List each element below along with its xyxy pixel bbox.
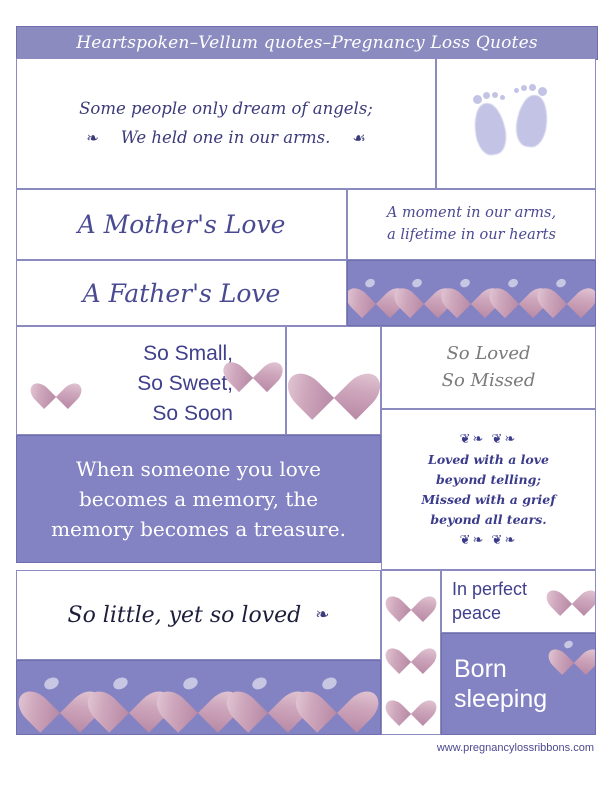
so-small-line-1: So Small, bbox=[143, 342, 233, 365]
hearts-column bbox=[382, 571, 440, 734]
heart-icon bbox=[404, 275, 444, 311]
so-small-line-3: So Soon bbox=[152, 401, 233, 425]
quote-card-memory-treasure bbox=[16, 435, 381, 563]
heart-icon bbox=[394, 585, 428, 616]
quote-card-born-sleeping bbox=[441, 633, 596, 735]
page-title-bar bbox=[16, 26, 598, 60]
heart-icon bbox=[394, 689, 428, 720]
quote-card-fathers-love bbox=[16, 260, 347, 326]
toe-icon bbox=[492, 92, 498, 98]
hearts-row bbox=[348, 261, 595, 325]
footprint-left-icon bbox=[471, 100, 510, 156]
in-perfect-inner bbox=[442, 571, 595, 632]
moment-quote-text bbox=[387, 203, 556, 247]
memory-line-2: becomes a memory, the bbox=[78, 487, 319, 511]
heart-icon bbox=[240, 673, 296, 723]
heart-icon bbox=[356, 275, 396, 311]
heart-icon bbox=[555, 579, 589, 610]
memory-text bbox=[37, 454, 360, 544]
toe-icon bbox=[500, 95, 505, 100]
heart-icon bbox=[39, 372, 73, 403]
toe-icon bbox=[473, 95, 482, 104]
in-perfect-line-2: peace bbox=[452, 602, 502, 623]
born-sleeping-line-1: Born bbox=[454, 655, 507, 683]
heart-icon bbox=[499, 275, 539, 311]
heart-icon bbox=[32, 673, 88, 723]
heart-icon bbox=[101, 673, 157, 723]
so-small-inner bbox=[17, 327, 285, 434]
so-small-line-2: So Sweet, bbox=[137, 371, 233, 395]
ornament-right-icon: ☙ bbox=[352, 128, 366, 147]
born-sleeping-text bbox=[442, 654, 547, 714]
heart-icon bbox=[170, 673, 226, 723]
quote-card-mothers-love bbox=[16, 189, 347, 260]
ornament-left-icon: ❧ bbox=[315, 605, 330, 625]
heart-icon bbox=[303, 353, 365, 409]
loved-with-line-1: Loved with a love bbox=[428, 451, 549, 467]
so-little-row bbox=[68, 603, 330, 628]
hearts-row-band bbox=[347, 260, 596, 326]
toe-icon bbox=[538, 87, 547, 96]
born-sleeping-inner bbox=[442, 634, 595, 734]
loved-with-line-3: Missed with a grief bbox=[421, 491, 556, 507]
bottom-hearts-row bbox=[17, 661, 380, 734]
heart-icon bbox=[309, 673, 365, 723]
quote-card-so-small bbox=[16, 326, 286, 435]
in-perfect-text bbox=[442, 578, 527, 624]
flourish-top-icon: ❦❧ ❦❧ bbox=[459, 431, 518, 447]
so-loved-line-1: So Loved bbox=[446, 343, 531, 365]
angels-line-2-row bbox=[31, 124, 421, 153]
page-title: Heartspoken–Vellum quotes–Pregnancy Loss Quotes bbox=[76, 33, 538, 53]
quote-card-moment bbox=[347, 189, 596, 260]
ornament-left-icon: ❧ bbox=[86, 128, 99, 147]
heart-icon bbox=[547, 275, 587, 311]
mothers-love-text: A Mother's Love bbox=[77, 210, 286, 239]
so-little-text: So little, yet so loved bbox=[67, 602, 302, 628]
toe-icon bbox=[514, 88, 519, 93]
born-sleeping-line-2: sleeping bbox=[454, 685, 548, 713]
quote-card-in-perfect-peace bbox=[441, 570, 596, 633]
website-url: www.pregnancylossribbons.com bbox=[436, 742, 594, 754]
flourish-bottom-icon: ❦❧ ❦❧ bbox=[459, 532, 518, 548]
heart-icon bbox=[451, 275, 491, 311]
quote-card-so-little bbox=[16, 570, 381, 660]
baby-footprints-card bbox=[436, 58, 596, 189]
moment-line-1: A moment in our arms, bbox=[386, 204, 557, 221]
quote-card-so-loved bbox=[381, 326, 596, 409]
fathers-love-text: A Father's Love bbox=[82, 278, 281, 308]
so-loved-line-2: So Missed bbox=[441, 369, 536, 391]
quote-card-loved-with-a-love bbox=[381, 409, 596, 570]
memory-line-1: When someone you love bbox=[76, 457, 321, 481]
footprint-right-icon bbox=[514, 93, 551, 149]
toe-icon bbox=[483, 92, 490, 99]
memory-line-3: memory becomes a treasure. bbox=[51, 517, 346, 541]
angels-line-1: Some people only dream of angels; bbox=[79, 98, 373, 118]
loved-with-text bbox=[421, 450, 555, 530]
heart-icon bbox=[394, 637, 428, 668]
large-heart-card bbox=[286, 326, 381, 435]
loved-with-line-2: beyond telling; bbox=[436, 471, 541, 487]
heart-icon bbox=[557, 638, 591, 669]
heart-icon bbox=[233, 349, 273, 385]
so-loved-text bbox=[442, 341, 536, 393]
loved-with-line-4: beyond all tears. bbox=[430, 511, 547, 527]
bottom-hearts-band bbox=[16, 660, 381, 735]
footprints-icon bbox=[461, 81, 571, 167]
quote-card-angels bbox=[16, 58, 436, 189]
toe-icon bbox=[521, 85, 527, 91]
moment-line-2: a lifetime in our hearts bbox=[387, 226, 556, 243]
angels-line-2: We held one in our arms. bbox=[120, 127, 331, 147]
in-perfect-line-1: In perfect bbox=[452, 579, 528, 600]
toe-icon bbox=[529, 84, 536, 91]
so-small-text bbox=[137, 339, 233, 428]
angels-quote-text bbox=[17, 95, 435, 153]
hearts-column-card bbox=[381, 570, 441, 735]
